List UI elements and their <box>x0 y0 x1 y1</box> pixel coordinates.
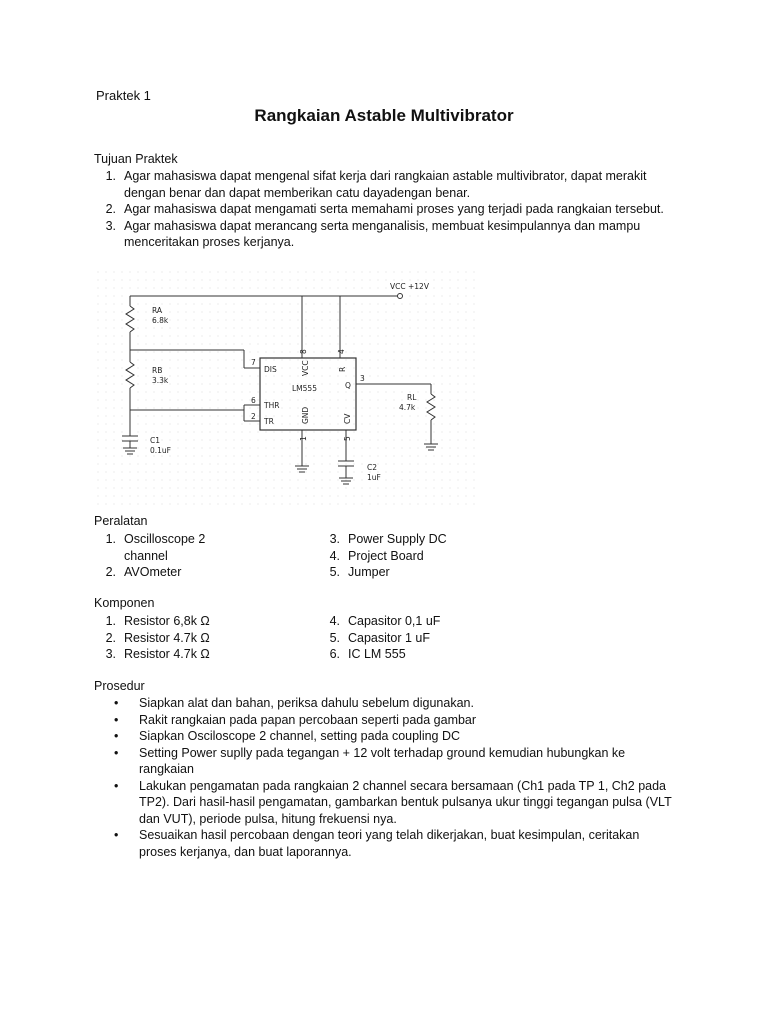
item-text: Siapkan alat dan bahan, periksa dahulu sebelum digunakan. <box>139 696 474 710</box>
item-text: Agar mahasiswa dapat merancang serta menganalisis, membuat kesimpulannya dan mampu menceritakan proses kerjanya. <box>124 218 641 249</box>
list-item <box>94 218 674 251</box>
pin-thr-label: THR <box>264 401 280 410</box>
bullet-icon: • <box>114 729 119 743</box>
item-text: Resistor 4.7k Ω <box>124 630 210 645</box>
item-number: 2. <box>105 630 116 645</box>
list-item <box>94 168 674 201</box>
pin-number-7: 7 <box>251 358 256 367</box>
list-item <box>318 646 518 663</box>
rl-name: RL <box>407 393 417 402</box>
list-item <box>318 564 518 581</box>
praktek-label: Praktek 1 <box>96 88 151 103</box>
list-item <box>318 630 518 647</box>
pin-gnd-label: GND <box>301 406 310 424</box>
item-text: Power Supply DC <box>348 532 447 546</box>
item-number: 4. <box>329 614 340 628</box>
pin-number-1: 1 <box>299 436 308 441</box>
item-number: 2. <box>105 202 116 216</box>
item-number: 3. <box>329 532 340 546</box>
list-item <box>114 745 674 778</box>
item-number: 6. <box>329 647 340 661</box>
ic-name: LM555 <box>292 384 317 393</box>
bullet-icon: • <box>114 745 119 760</box>
pin-number-6: 6 <box>251 396 256 405</box>
list-item <box>114 695 674 712</box>
c1-name: C1 <box>150 436 161 445</box>
item-text: Sesuaikan hasil percobaan dengan teori yang telah dikerjakan, buat kesimpulan, ceritakan proses kerjanya, dan buat laporannya. <box>139 828 640 859</box>
c2-name: C2 <box>367 463 378 472</box>
pin-cv-label: CV <box>343 413 352 424</box>
list-item <box>94 630 294 647</box>
pin-r-label: R <box>338 366 347 372</box>
item-text: Oscilloscope 2 channel <box>124 532 206 563</box>
rl-value: 4.7k <box>399 403 416 412</box>
list-item <box>94 646 294 663</box>
list-item <box>114 728 674 745</box>
item-text: Agar mahasiswa dapat mengenal sifat kerja dari rangkaian astable multivibrator, dapat merakit dengan benar dan dapat memberikan catu dayadengan benar. <box>124 169 647 200</box>
prosedur-heading: Prosedur <box>94 679 145 693</box>
bullet-icon: • <box>114 778 119 793</box>
item-number: 5. <box>329 630 340 645</box>
list-item <box>114 712 674 729</box>
c2-value: 1uF <box>367 473 381 482</box>
vcc-label: VCC +12V <box>390 282 429 291</box>
peralatan-list-right <box>318 531 518 581</box>
rb-name: RB <box>152 366 163 375</box>
item-number: 1. <box>105 169 116 183</box>
list-item <box>94 531 234 564</box>
page-title: Rangkaian Astable Multivibrator <box>254 106 514 125</box>
pin-number-3: 3 <box>360 374 365 383</box>
item-text: Resistor 6,8k Ω <box>124 614 210 628</box>
item-text: Capasitor 1 uF <box>348 630 430 645</box>
item-text: Jumper <box>348 565 390 579</box>
item-text: Lakukan pengamatan pada rangkaian 2 channel secara bersamaan (Ch1 pada TP 1, Ch2 pada TP2). Dari hasil-hasil pengamatan, gambarkan bentuk pulsanya ukur tinggi tegangan pulsa (VLT dan VUT), periode pulsa, hitung frekuensi nya. <box>139 778 672 826</box>
list-item <box>114 778 674 828</box>
list-item <box>94 613 294 630</box>
pin-tr-label: TR <box>264 417 274 426</box>
item-number: 3. <box>105 218 116 233</box>
rb-value: 3.3k <box>152 376 169 385</box>
item-text: IC LM 555 <box>348 647 406 661</box>
list-item <box>318 531 518 548</box>
item-text: Setting Power suplly pada tegangan + 12 volt terhadap ground kemudian hubungkan ke rangkaian <box>139 745 626 776</box>
bullet-icon: • <box>114 696 119 710</box>
item-number: 3. <box>105 647 116 661</box>
item-number: 5. <box>329 565 340 579</box>
pin-number-5: 5 <box>343 436 352 441</box>
pin-number-2: 2 <box>251 412 256 421</box>
circuit-diagram <box>94 268 478 508</box>
list-item <box>318 613 518 630</box>
bullet-icon: • <box>114 828 119 842</box>
pin-dis-label: DIS <box>264 365 277 374</box>
item-text: Rakit rangkaian pada papan percobaan seperti pada gambar <box>139 712 477 727</box>
komponen-list-right <box>318 613 518 663</box>
item-text: Agar mahasiswa dapat mengamati serta memahami proses yang terjadi pada rangkaian tersebut. <box>124 202 664 216</box>
c1-value: 0.1uF <box>150 446 171 455</box>
ra-value: 6.8k <box>152 316 169 325</box>
prosedur-list <box>114 695 674 860</box>
list-item <box>318 548 518 565</box>
list-item <box>94 564 234 581</box>
list-item <box>114 827 674 860</box>
pin-number-4: 4 <box>337 349 346 354</box>
item-text: Siapkan Osciloscope 2 channel, setting pada coupling DC <box>139 729 461 743</box>
bullet-icon: • <box>114 712 119 727</box>
tujuan-heading: Tujuan Praktek <box>94 152 178 166</box>
pin-number-8: 8 <box>299 349 308 354</box>
tujuan-list <box>94 168 674 251</box>
komponen-list-left <box>94 613 294 663</box>
pin-vcc-label: VCC <box>301 360 310 376</box>
ra-name: RA <box>152 306 163 315</box>
item-number: 2. <box>105 565 116 579</box>
item-text: Capasitor 0,1 uF <box>348 614 441 628</box>
pin-q-label: Q <box>345 381 351 390</box>
peralatan-list-left <box>94 531 234 581</box>
item-text: Project Board <box>348 548 424 563</box>
komponen-heading: Komponen <box>94 596 155 610</box>
item-number: 4. <box>329 548 340 563</box>
item-text: AVOmeter <box>124 565 182 579</box>
peralatan-heading: Peralatan <box>94 514 148 528</box>
list-item <box>94 201 674 218</box>
item-text: Resistor 4.7k Ω <box>124 647 210 661</box>
item-number: 1. <box>105 614 116 628</box>
item-number: 1. <box>105 532 116 546</box>
